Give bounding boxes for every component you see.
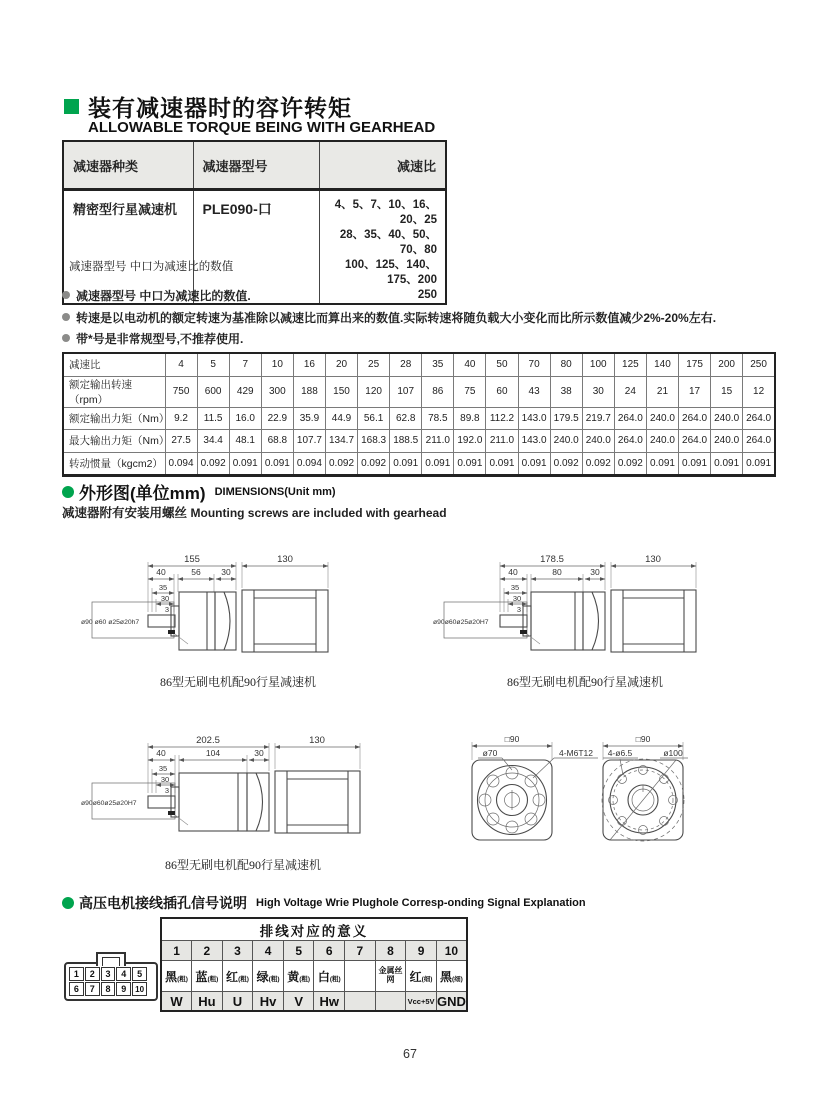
spec-cell: 120 bbox=[358, 376, 390, 407]
spec-cell: 0.092 bbox=[197, 452, 229, 476]
gearhead-model-table bbox=[62, 140, 447, 305]
spec-cell: 21 bbox=[646, 376, 678, 407]
flange-left-bolt-circle-label: ø70 bbox=[482, 748, 498, 758]
spec-cell: 143.0 bbox=[518, 430, 550, 453]
spec-cell: 300 bbox=[261, 376, 293, 407]
spec-cell: 150 bbox=[325, 376, 357, 407]
connector-pin: 3 bbox=[101, 967, 116, 981]
dimensions-title-cn: 外形图(单位mm) bbox=[79, 484, 206, 503]
dim-seg3-1: 30 bbox=[221, 567, 231, 577]
spec-cell: 75 bbox=[454, 376, 486, 407]
spec-cell: 24 bbox=[614, 376, 646, 407]
spec-cell: 15 bbox=[711, 376, 743, 407]
gray-bullet-icon bbox=[62, 334, 70, 342]
dimensions-title-en: DIMENSIONS(Unit mm) bbox=[214, 485, 336, 498]
spec-cell: 5 bbox=[197, 353, 229, 376]
spec-cell: 0.091 bbox=[454, 452, 486, 476]
spec-cell: 4 bbox=[165, 353, 197, 376]
drawing-block-3 bbox=[78, 727, 408, 873]
ratio-line: 100、125、140、175、200 bbox=[344, 259, 437, 286]
spec-cell: 0.091 bbox=[679, 452, 711, 476]
spec-cell: 35.9 bbox=[293, 407, 325, 430]
spec-cell: 134.7 bbox=[325, 430, 357, 453]
spec-table bbox=[62, 352, 776, 477]
dim-35-3: 35 bbox=[158, 764, 168, 773]
spec-cell: 264.0 bbox=[614, 407, 646, 430]
spec-cell: 0.091 bbox=[486, 452, 518, 476]
spec-cell: 86 bbox=[422, 376, 454, 407]
dim-seg1-2: 40 bbox=[508, 567, 518, 577]
dim-total-1: 155 bbox=[184, 554, 200, 565]
note-text: 减速器型号 中口为减速比的数值. bbox=[76, 289, 251, 303]
signal-title-en: High Voltage Wrie Plughole Corresp-onding Signal Explanation bbox=[256, 897, 586, 909]
signal-name-cell: Hu bbox=[192, 992, 223, 1012]
dim-35-1: 35 bbox=[158, 583, 168, 592]
pin-number-cell: 5 bbox=[283, 941, 314, 961]
gearhead-model-cell: PLE090-口 bbox=[193, 190, 319, 305]
shaft-label-2: ø90ø60ø25ø20H7 bbox=[433, 619, 489, 626]
wire-color-cell: 金属丝网 bbox=[375, 961, 406, 992]
spec-cell: 9.2 bbox=[165, 407, 197, 430]
connector-pin-row-1 bbox=[69, 967, 153, 981]
spec-row-label: 额定输出力矩（Nm） bbox=[63, 407, 165, 430]
spec-cell: 125 bbox=[614, 353, 646, 376]
dim-3-3: 3 bbox=[164, 786, 170, 795]
wire-color-cell: 黑(粗) bbox=[161, 961, 192, 992]
spec-cell: 0.091 bbox=[390, 452, 422, 476]
spec-row bbox=[63, 452, 775, 476]
dim-30-2: 30 bbox=[512, 594, 522, 603]
wire-color-cell: 蓝(粗) bbox=[192, 961, 223, 992]
dimensions-note-cn: 减速器附有安装用螺丝 bbox=[62, 506, 188, 520]
green-bullet-icon bbox=[62, 897, 74, 909]
spec-cell: 188 bbox=[293, 376, 325, 407]
spec-cell: 62.8 bbox=[390, 407, 422, 430]
connector-pin: 6 bbox=[69, 982, 84, 996]
wire-color-cell: 黄(粗) bbox=[283, 961, 314, 992]
dim-30-3: 30 bbox=[160, 775, 170, 784]
signal-name-row bbox=[161, 992, 467, 1012]
drawing-block-2 bbox=[430, 546, 740, 690]
spec-cell: 250 bbox=[743, 353, 775, 376]
pin-number-cell: 1 bbox=[161, 941, 192, 961]
note-line bbox=[62, 309, 792, 326]
spec-cell: 240.0 bbox=[711, 407, 743, 430]
dimensions-note-en: Mounting screws are included with gearhead bbox=[190, 506, 447, 520]
connector-pin: 5 bbox=[132, 967, 147, 981]
dim-seg2-1: 56 bbox=[191, 567, 201, 577]
dim-3-2: 3 bbox=[516, 605, 522, 614]
wire-color-cell: 红(细) bbox=[406, 961, 437, 992]
pin-number-cell: 3 bbox=[222, 941, 253, 961]
spec-cell: 43 bbox=[518, 376, 550, 407]
spec-cell: 0.092 bbox=[358, 452, 390, 476]
signal-name-cell bbox=[375, 992, 406, 1012]
spec-row-label: 额定输出转速（rpm） bbox=[63, 376, 165, 407]
signal-pin-row bbox=[161, 941, 467, 961]
dim-total-3: 202.5 bbox=[196, 735, 220, 746]
dim-seg2-3: 104 bbox=[205, 748, 221, 758]
drawing-block-1 bbox=[78, 546, 398, 690]
spec-cell: 40 bbox=[454, 353, 486, 376]
dim-30-1: 30 bbox=[160, 594, 170, 603]
spec-cell: 168.3 bbox=[358, 430, 390, 453]
spec-cell: 264.0 bbox=[743, 407, 775, 430]
col-header-type: 减速器种类 bbox=[63, 141, 193, 190]
pin-number-cell: 6 bbox=[314, 941, 345, 961]
dim-seg1-3: 40 bbox=[156, 748, 166, 758]
spec-cell: 44.9 bbox=[325, 407, 357, 430]
spec-cell: 264.0 bbox=[679, 407, 711, 430]
connector-latch bbox=[96, 952, 126, 966]
flange-left-square-dim: □90 bbox=[504, 734, 520, 744]
spec-row-label: 最大输出力矩（Nm） bbox=[63, 430, 165, 453]
dim-motor-3: 130 bbox=[309, 735, 325, 746]
connector-pin: 9 bbox=[116, 982, 131, 996]
gearhead-type-cell: 精密型行星减速机 bbox=[63, 190, 193, 305]
wire-color-cell: 黑(细) bbox=[436, 961, 467, 992]
spec-cell: 143.0 bbox=[518, 407, 550, 430]
spec-cell: 264.0 bbox=[614, 430, 646, 453]
spec-cell: 0.092 bbox=[614, 452, 646, 476]
spec-cell: 200 bbox=[711, 353, 743, 376]
page-number: 67 bbox=[403, 1047, 417, 1061]
flange-left-bolts-label: 4-M6T12 bbox=[558, 748, 594, 758]
spec-cell: 0.094 bbox=[293, 452, 325, 476]
spec-cell: 16.0 bbox=[229, 407, 261, 430]
connector-pin: 2 bbox=[85, 967, 100, 981]
spec-cell: 48.1 bbox=[229, 430, 261, 453]
spec-cell: 179.5 bbox=[550, 407, 582, 430]
note-text: 转速是以电动机的额定转速为基准除以减速比而算出来的数值.实际转速将随负载大小变化而比所示数值减少2%-20%左右. bbox=[76, 310, 717, 325]
ratio-line: 28、35、40、50、70、80 bbox=[339, 229, 437, 256]
page-title-en: ALLOWABLE TORQUE BEING WITH GEARHEAD bbox=[88, 119, 436, 136]
spec-cell: 107.7 bbox=[293, 430, 325, 453]
signal-name-cell bbox=[345, 992, 376, 1012]
signal-title-cn: 高压电机接线插孔信号说明 bbox=[79, 895, 247, 911]
connector-pin: 7 bbox=[85, 982, 100, 996]
spec-cell: 70 bbox=[518, 353, 550, 376]
dim-motor-2: 130 bbox=[645, 554, 661, 565]
flange-right-square-dim: □90 bbox=[635, 734, 651, 744]
note-text: 带*号是非常规型号,不推荐使用. bbox=[76, 332, 244, 346]
note-line bbox=[62, 330, 792, 347]
spec-cell: 38 bbox=[550, 376, 582, 407]
signal-table bbox=[160, 917, 468, 1012]
spec-row-label: 减速比 bbox=[63, 353, 165, 376]
gearhead-table-header-row bbox=[63, 141, 446, 190]
spec-cell: 89.8 bbox=[454, 407, 486, 430]
spec-cell: 0.094 bbox=[165, 452, 197, 476]
shaft-label-3: ø90ø60ø25ø20H7 bbox=[81, 800, 137, 807]
gearhead-table-note: 减速器型号 中口为减速比的数值 bbox=[69, 261, 234, 273]
spec-cell: 60 bbox=[486, 376, 518, 407]
spec-cell: 0.092 bbox=[325, 452, 357, 476]
spec-cell: 50 bbox=[486, 353, 518, 376]
spec-cell: 0.091 bbox=[743, 452, 775, 476]
spec-cell: 16 bbox=[293, 353, 325, 376]
connector-pin: 1 bbox=[69, 967, 84, 981]
signal-name-cell: W bbox=[161, 992, 192, 1012]
wire-color-cell: 白(粗) bbox=[314, 961, 345, 992]
signal-section-header bbox=[62, 893, 586, 913]
dim-35-2: 35 bbox=[510, 583, 520, 592]
signal-name-cell: V bbox=[283, 992, 314, 1012]
spec-cell: 34.4 bbox=[197, 430, 229, 453]
signal-name-cell: Hv bbox=[253, 992, 284, 1012]
signal-name-cell: GND bbox=[436, 992, 467, 1012]
spec-cell: 100 bbox=[582, 353, 614, 376]
wire-color-cell: 红(粗) bbox=[222, 961, 253, 992]
dim-seg3-3: 30 bbox=[254, 748, 264, 758]
ratio-line: 4、5、7、10、16、20、25 bbox=[334, 199, 437, 226]
signal-name-cell: Hw bbox=[314, 992, 345, 1012]
spec-cell: 211.0 bbox=[486, 430, 518, 453]
spec-cell: 750 bbox=[165, 376, 197, 407]
drawing-block-4 bbox=[440, 718, 720, 858]
dim-seg1-1: 40 bbox=[156, 567, 166, 577]
spec-row-label: 转动惯量（kgcm2） bbox=[63, 452, 165, 476]
signal-name-cell: U bbox=[222, 992, 253, 1012]
spec-row bbox=[63, 407, 775, 430]
connector-pin: 4 bbox=[116, 967, 131, 981]
spec-cell: 264.0 bbox=[679, 430, 711, 453]
flange-right-outer-label: ø100 bbox=[663, 748, 683, 758]
spec-cell: 188.5 bbox=[390, 430, 422, 453]
flange-right-holes-label: 4-ø6.5 bbox=[607, 748, 633, 758]
pin-number-cell: 9 bbox=[406, 941, 437, 961]
spec-cell: 240.0 bbox=[550, 430, 582, 453]
spec-cell: 12 bbox=[743, 376, 775, 407]
side-view-drawing-2 bbox=[430, 546, 740, 666]
spec-cell: 0.092 bbox=[582, 452, 614, 476]
spec-cell: 175 bbox=[679, 353, 711, 376]
spec-cell: 17 bbox=[679, 376, 711, 407]
side-view-drawing-1 bbox=[78, 546, 398, 666]
spec-cell: 0.091 bbox=[711, 452, 743, 476]
spec-row bbox=[63, 430, 775, 453]
notes-list bbox=[62, 287, 792, 352]
spec-cell: 78.5 bbox=[422, 407, 454, 430]
dim-3-1: 3 bbox=[164, 605, 170, 614]
spec-cell: 264.0 bbox=[743, 430, 775, 453]
pin-number-cell: 8 bbox=[375, 941, 406, 961]
signal-wire-row bbox=[161, 961, 467, 992]
spec-cell: 140 bbox=[646, 353, 678, 376]
drawing-caption-3: 86型无刷电机配90行星减速机 bbox=[164, 858, 321, 872]
connector-plug-icon bbox=[64, 962, 158, 1001]
spec-cell: 22.9 bbox=[261, 407, 293, 430]
spec-cell: 240.0 bbox=[646, 407, 678, 430]
spec-cell: 240.0 bbox=[711, 430, 743, 453]
shaft-label-1: ø90 ø60 ø25ø20h7 bbox=[81, 619, 140, 626]
spec-cell: 0.091 bbox=[261, 452, 293, 476]
flange-views-drawing bbox=[440, 718, 720, 853]
spec-cell: 25 bbox=[358, 353, 390, 376]
spec-cell: 107 bbox=[390, 376, 422, 407]
signal-name-cell: Vcc+5V bbox=[406, 992, 437, 1012]
dim-seg2-2: 80 bbox=[552, 567, 562, 577]
spec-row bbox=[63, 353, 775, 376]
signal-table-body bbox=[161, 918, 467, 1011]
gray-bullet-icon bbox=[62, 291, 70, 299]
col-header-model: 减速器型号 bbox=[193, 141, 319, 190]
gray-bullet-icon bbox=[62, 313, 70, 321]
spec-cell: 10 bbox=[261, 353, 293, 376]
pin-number-cell: 2 bbox=[192, 941, 223, 961]
wire-color-cell bbox=[345, 961, 376, 992]
spec-cell: 429 bbox=[229, 376, 261, 407]
note-line bbox=[62, 287, 792, 304]
dim-motor-1: 130 bbox=[277, 554, 293, 565]
spec-cell: 0.092 bbox=[550, 452, 582, 476]
connector-pin: 10 bbox=[132, 982, 147, 996]
pin-number-cell: 4 bbox=[253, 941, 284, 961]
spec-cell: 0.091 bbox=[422, 452, 454, 476]
spec-cell: 211.0 bbox=[422, 430, 454, 453]
spec-cell: 35 bbox=[422, 353, 454, 376]
spec-cell: 112.2 bbox=[486, 407, 518, 430]
ratio-line: 250 bbox=[417, 289, 437, 301]
spec-cell: 7 bbox=[229, 353, 261, 376]
spec-cell: 11.5 bbox=[197, 407, 229, 430]
side-view-drawing-3 bbox=[78, 727, 408, 849]
spec-table-body bbox=[63, 353, 775, 476]
dim-seg3-2: 30 bbox=[590, 567, 600, 577]
spec-cell: 0.091 bbox=[229, 452, 261, 476]
spec-cell: 30 bbox=[582, 376, 614, 407]
spec-cell: 56.1 bbox=[358, 407, 390, 430]
spec-cell: 20 bbox=[325, 353, 357, 376]
spec-cell: 0.091 bbox=[518, 452, 550, 476]
green-bullet-icon bbox=[62, 486, 74, 498]
page-title-cn: 装有减速器时的容许转矩 bbox=[88, 95, 352, 121]
dimensions-section-header bbox=[62, 479, 336, 504]
spec-cell: 68.8 bbox=[261, 430, 293, 453]
spec-cell: 600 bbox=[197, 376, 229, 407]
wire-color-cell: 绿(粗) bbox=[253, 961, 284, 992]
green-square-icon bbox=[64, 99, 79, 114]
spec-cell: 240.0 bbox=[582, 430, 614, 453]
drawing-caption-1: 86型无刷电机配90行星减速机 bbox=[159, 675, 316, 689]
spec-row bbox=[63, 376, 775, 407]
spec-cell: 219.7 bbox=[582, 407, 614, 430]
spec-cell: 28 bbox=[390, 353, 422, 376]
pin-number-cell: 10 bbox=[436, 941, 467, 961]
spec-cell: 80 bbox=[550, 353, 582, 376]
col-header-ratio: 减速比 bbox=[319, 141, 446, 190]
spec-cell: 27.5 bbox=[165, 430, 197, 453]
pin-number-cell: 7 bbox=[345, 941, 376, 961]
signal-table-title: 排线对应的意义 bbox=[161, 918, 467, 941]
spec-cell: 0.091 bbox=[646, 452, 678, 476]
connector-pin: 8 bbox=[101, 982, 116, 996]
drawing-caption-2: 86型无刷电机配90行星减速机 bbox=[506, 675, 663, 689]
spec-cell: 240.0 bbox=[646, 430, 678, 453]
connector-pin-row-2 bbox=[69, 982, 153, 996]
dimensions-subtitle bbox=[62, 503, 447, 521]
dim-total-2: 178.5 bbox=[540, 554, 564, 565]
signal-table-title-row bbox=[161, 918, 467, 941]
spec-cell: 192.0 bbox=[454, 430, 486, 453]
